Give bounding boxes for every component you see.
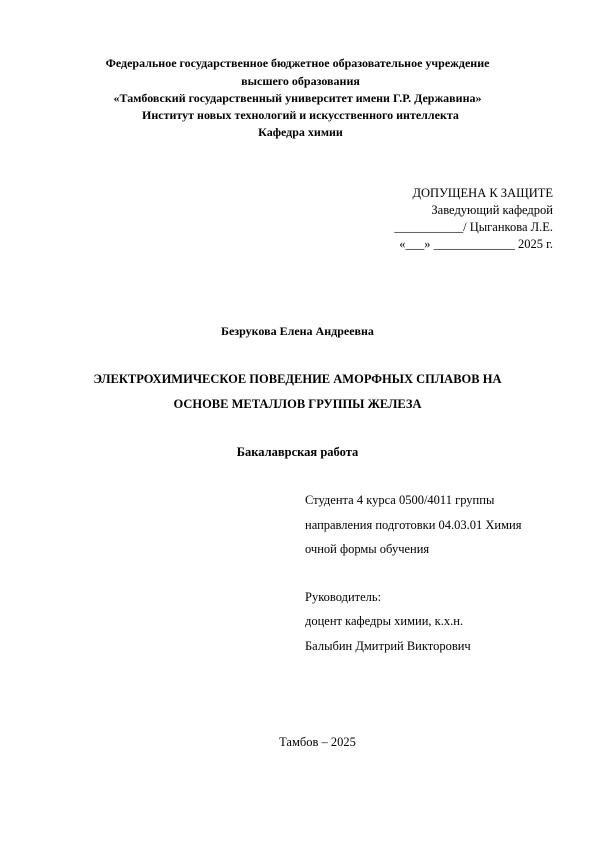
approval-position: Заведующий кафедрой: [431, 203, 553, 217]
header-line-3: «Тамбовский государственный университет имени Г.Р. Державина»: [113, 91, 482, 105]
supervisor-name: Балыбин Дмитрий Викторович: [305, 639, 471, 653]
title-line-1: ЭЛЕКТРОХИМИЧЕСКОЕ ПОВЕДЕНИЕ АМОРФНЫХ СПЛАВОВ НА: [93, 372, 502, 386]
author-name: Безрукова Елена Андреевна: [221, 324, 374, 338]
approval-heading: ДОПУЩЕНА К ЗАЩИТЕ: [412, 186, 553, 200]
city-year: Тамбов – 2025: [279, 735, 356, 749]
header-line-4: Институт новых технологий и искусственного интеллекта: [142, 108, 459, 122]
supervisor-label: Руководитель:: [305, 590, 382, 604]
header-line-5: Кафедра химии: [258, 125, 343, 139]
student-line-2: направления подготовки 04.03.01 Химия: [305, 518, 522, 532]
work-type: Бакалаврская работа: [236, 445, 359, 459]
student-line-1: Студента 4 курса 0500/4011 группы: [305, 493, 495, 507]
title-line-2: ОСНОВЕ МЕТАЛЛОВ ГРУППЫ ЖЕЛЕЗА: [173, 397, 422, 411]
student-line-3: очной формы обучения: [305, 542, 430, 556]
approval-date: «___» _____________ 2025 г.: [399, 237, 553, 251]
header-line-1: Федеральное государственное бюджетное образовательное учреждение: [105, 56, 490, 70]
header-line-2: высшего образования: [241, 74, 360, 88]
approval-signature: ___________/ Цыганкова Л.Е.: [394, 220, 553, 234]
supervisor-position: доцент кафедры химии, к.х.н.: [305, 614, 464, 628]
